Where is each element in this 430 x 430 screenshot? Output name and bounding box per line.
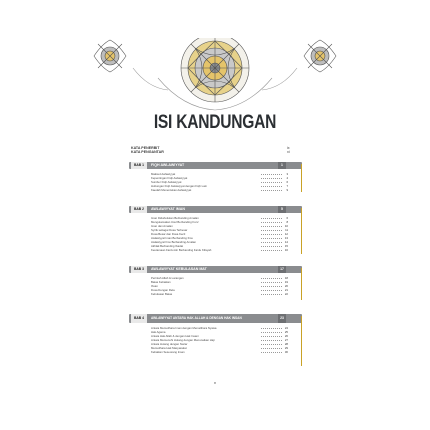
toc-item-text: Akhlak Berbanding Ibadat — [151, 244, 184, 248]
toc-item-text: Hubungan Fiqh Awlawiyyat dengan Fiqh Lain — [151, 184, 207, 188]
toc-item-page: 19 — [284, 280, 288, 284]
toc-item — [151, 292, 302, 296]
toc-item-page: 10 — [284, 224, 288, 228]
chapter-title: FIQH AWLAWIYYAT — [151, 163, 185, 167]
chapter-page: 5 — [278, 206, 286, 213]
toc-item-text: Dosa Besar dan Dosa Kecil — [151, 232, 186, 236]
toc-item-page: 13 — [284, 236, 288, 240]
toc-item-page: 7 — [286, 184, 288, 188]
toc-item-text: Perintah Allah & Larangan — [151, 276, 184, 280]
chapter-title: AWLAWIYYAT KEBULASAN MAT — [151, 267, 207, 271]
toc-item-text: Kepentingan Fiqh Awlawiyyat — [151, 176, 188, 180]
chapter-bar — [129, 314, 302, 323]
chapter-bar — [129, 266, 302, 273]
chapter-items — [129, 172, 302, 192]
toc-item-text: Antara Memenuhi Hutang dengan Menunaikan Haji — [151, 338, 215, 342]
toc-item-page: 4 — [286, 176, 288, 180]
toc-item-page: 26 — [284, 334, 288, 338]
toc-item-page: 15 — [284, 244, 288, 248]
chapter-title: AWLAWIYYAT ANTARA HAK ALLAH & DENGAN HAK INSAN — [151, 316, 242, 320]
toc-item-page: 14 — [284, 240, 288, 244]
toc-item — [151, 188, 302, 192]
toc-item-text: Maksud Awlawiyyat — [151, 172, 176, 176]
toc-item-text: Mengutamakan Usul Berbanding Furu' — [151, 220, 199, 224]
toc-item-page: 9 — [286, 188, 288, 192]
gold-divider — [301, 164, 302, 192]
chapter-entry — [129, 266, 302, 296]
toc-item — [151, 350, 302, 354]
toc-item — [151, 248, 302, 252]
toc-item-text: Awlawiyyat Ilmu Berbanding Amalan — [151, 240, 197, 244]
toc-item-text: Antara Hutang dengan Nazar — [151, 342, 188, 346]
toc-item-text: Ihsan — [151, 284, 158, 288]
toc-item-text: Keutamaan Fardu Ain Berbanding Fardu Kifayah — [151, 248, 212, 252]
toc-item-text: Dosa Dengan Rela — [151, 288, 175, 292]
toc-item-text: Kebaikan Seseorang Insan — [151, 350, 185, 354]
toc-item-page: 6 — [286, 180, 288, 184]
chapter-page: 23 — [278, 314, 286, 323]
toc-item-page: 3 — [286, 172, 288, 176]
chapter-number: BAB 1 — [131, 162, 147, 169]
toc-item-page: 16 — [284, 248, 288, 252]
toc-item-page: 22 — [284, 292, 288, 296]
toc-item-text: Iman Didahulukan Berbanding Amalan — [151, 216, 199, 220]
toc-item-page: 27 — [284, 338, 288, 342]
front-matter-label: KATA PENGANTAR — [131, 150, 164, 154]
chapter-items — [129, 216, 302, 252]
page-title: ISI KANDUNGAN — [153, 112, 277, 133]
chapter-title: AWLAWIYYAT IMAN — [151, 207, 185, 211]
gold-divider — [301, 268, 302, 300]
toc-item-page: 18 — [284, 276, 288, 280]
chapter-page: 1 — [278, 162, 286, 169]
toc-item-page: 29 — [284, 346, 288, 350]
toc-item-text: Kaedah Menentukan Awlawiyyat — [151, 188, 192, 192]
chapter-page: 17 — [278, 266, 286, 273]
toc-item-text: Awlawiyyat Iman Berbanding Ilmu — [151, 236, 193, 240]
chapter-number: BAB 3 — [131, 266, 147, 273]
toc-item-text: Batas Kebaikan — [151, 280, 171, 284]
toc-item-page: 28 — [284, 342, 288, 346]
toc-item-text: Antara Hak Allah & dengan Hak Insani — [151, 334, 199, 338]
front-matter-page: xi — [287, 150, 290, 154]
toc-item-text: Sumber Fiqh Awlawiyyat — [151, 180, 182, 184]
toc-item-text: Memelihara Hak Masyarakat — [151, 346, 187, 350]
toc-item-page: 12 — [284, 232, 288, 236]
toc-item-page: 21 — [284, 288, 288, 292]
toc-item-text: Hak Agama — [151, 330, 166, 334]
chapter-items — [129, 326, 302, 354]
toc-item-page: 11 — [285, 228, 288, 232]
toc-item-page: 8 — [286, 220, 288, 224]
toc-item-page: 30 — [284, 350, 288, 354]
toc-item-text: Kebulasan Batas — [151, 292, 173, 296]
chapter-entry — [129, 206, 302, 252]
toc-item-page: 24 — [284, 326, 288, 330]
chapter-number: BAB 4 — [131, 314, 147, 323]
gold-divider — [301, 316, 302, 366]
chapter-number: BAB 2 — [131, 206, 147, 213]
toc-item-page: 20 — [284, 284, 288, 288]
front-matter-page: ix — [287, 146, 290, 150]
chapter-bar — [129, 162, 302, 169]
toc-item-page: 6 — [286, 216, 288, 220]
front-matter-entry — [131, 150, 290, 154]
toc-item-page: 25 — [284, 330, 288, 334]
chapter-bar — [129, 206, 302, 213]
gold-divider — [301, 208, 302, 254]
page-number: v — [214, 380, 216, 385]
chapter-entry — [129, 162, 302, 192]
toc-item-text: Iman dan Amalan — [151, 224, 173, 228]
chapter-items — [129, 276, 302, 296]
toc-item-text: Syirik sebagai Dosa Terbesar — [151, 228, 188, 232]
toc-item-text: Antara Memelihara Iman dengan Memelihara Nyawa — [151, 326, 217, 330]
chapter-entry — [129, 314, 302, 354]
front-matter-label: KATA PENERBIT — [131, 146, 160, 150]
